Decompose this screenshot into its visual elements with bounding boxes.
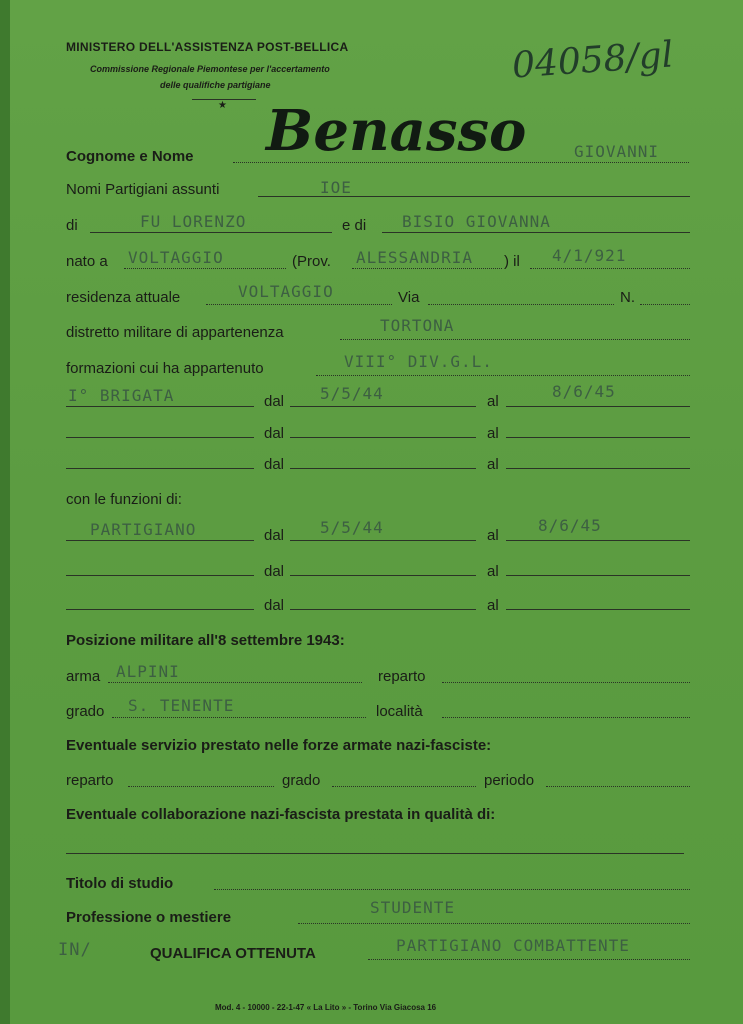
formation-row-3-al: al (487, 456, 499, 473)
prov-line (352, 268, 502, 269)
function-dal-value: 5/5/44 (320, 518, 384, 537)
margin-note: IN/ (58, 940, 92, 960)
mother-line (382, 232, 690, 233)
surname-signature: Benasso (266, 98, 527, 164)
father-line (90, 232, 332, 233)
formations-line (316, 375, 690, 376)
brigade-line (66, 406, 254, 407)
formation-row-2-line (66, 437, 254, 438)
prov-label: (Prov. (292, 253, 331, 270)
surname-name-label: Cognome e Nome (66, 148, 194, 165)
localita-label: località (376, 703, 423, 720)
formation-row-2-dal: dal (264, 425, 285, 442)
function-row-3-al-line (506, 609, 690, 610)
brigade-al-label: al (487, 393, 499, 410)
district-line (340, 339, 690, 340)
brigade-value: I° BRIGATA (68, 386, 175, 405)
arma-label: arma (66, 668, 101, 685)
brigade-al-value: 8/6/45 (552, 382, 616, 401)
profession-value: STUDENTE (370, 898, 456, 917)
function-row-2-dal: dal (264, 563, 285, 580)
via-line (428, 304, 614, 305)
function-row-3-dal: dal (264, 597, 285, 614)
first-name-value: GIOVANNI (574, 142, 660, 161)
function-row-3-al: al (487, 597, 499, 614)
number-line (640, 304, 690, 305)
function-row-2-dal-line (290, 575, 476, 576)
profession-label: Professione o mestiere (66, 909, 232, 926)
ministry-title: MINISTERO DELL'ASSISTENZA POST-BELLICA (66, 40, 349, 54)
function-row-2-al: al (487, 563, 499, 580)
born-value: VOLTAGGIO (128, 248, 224, 267)
collaboration-line (66, 853, 684, 854)
grado-label: grado (66, 703, 105, 720)
function-al-line (506, 540, 690, 541)
nazi-service-title: Eventuale servizio prestato nelle forze armate nazi-fasciste: (66, 737, 492, 754)
formation-row-2-al-line (506, 437, 690, 438)
born-label: nato a (66, 253, 108, 270)
function-al-label: al (487, 527, 499, 544)
father-label: di (66, 217, 78, 234)
function-al-value: 8/6/45 (538, 516, 602, 535)
formation-row-3-al-line (506, 468, 690, 469)
grado-value: S. TENENTE (128, 696, 235, 715)
born-line (124, 268, 286, 269)
file-number: 04058/gl (510, 34, 675, 87)
date-line (530, 268, 690, 269)
nazi-reparto-label: reparto (66, 772, 114, 789)
partisan-names-label: Nomi Partigiani assunti (66, 181, 220, 198)
nazi-grado-line (332, 786, 476, 787)
via-label: Via (398, 289, 420, 306)
residence-label: residenza attuale (66, 289, 181, 306)
reparto-label: reparto (378, 668, 426, 685)
card-left-edge (0, 0, 10, 1024)
function-value: PARTIGIANO (90, 520, 197, 539)
arma-line (108, 682, 362, 683)
periodo-line (546, 786, 690, 787)
star-icon: ★ (218, 100, 227, 111)
brigade-dal-value: 5/5/44 (320, 384, 384, 403)
commission-line-1: Commissione Regionale Piemontese per l'accertamento (90, 64, 330, 74)
number-label: N. (620, 289, 635, 306)
formations-value: VIII° DIV.G.L. (344, 352, 493, 371)
partisan-names-value: IOE (320, 178, 352, 197)
formation-row-2-al: al (487, 425, 499, 442)
function-line (66, 540, 254, 541)
qualifica-line (368, 959, 690, 960)
study-line (214, 889, 690, 890)
district-label: distretto militare di appartenenza (66, 324, 284, 341)
date-label: ) il (504, 253, 520, 270)
function-row-3-line (66, 609, 254, 610)
nazi-reparto-line (128, 786, 274, 787)
function-row-2-al-line (506, 575, 690, 576)
formation-row-2-dal-line (290, 437, 476, 438)
qualifica-label: QUALIFICA OTTENUTA (150, 945, 316, 962)
district-value: TORTONA (380, 316, 455, 335)
brigade-al-line (506, 406, 690, 407)
collaboration-title: Eventuale collaborazione nazi-fascista prestata in qualità di: (66, 806, 496, 823)
function-dal-line (290, 540, 476, 541)
prov-value: ALESSANDRIA (356, 248, 473, 267)
formation-row-3-line (66, 468, 254, 469)
grado-line (112, 717, 366, 718)
date-value: 4/1/921 (552, 246, 627, 265)
formations-label: formazioni cui ha appartenuto (66, 360, 264, 377)
profession-line (298, 923, 690, 924)
functions-label: con le funzioni di: (66, 491, 182, 508)
reparto-line (442, 682, 690, 683)
father-value: FU LORENZO (140, 212, 247, 231)
function-dal-label: dal (264, 527, 285, 544)
nazi-grado-label: grado (282, 772, 321, 789)
commission-line-2: delle qualifiche partigiane (160, 80, 271, 90)
residence-line (206, 304, 392, 305)
residence-value: VOLTAGGIO (238, 282, 334, 301)
military-section-title: Posizione militare all'8 settembre 1943: (66, 632, 345, 649)
periodo-label: periodo (484, 772, 535, 789)
arma-value: ALPINI (116, 662, 180, 681)
study-label: Titolo di studio (66, 875, 174, 892)
qualifica-value: PARTIGIANO COMBATTENTE (396, 936, 630, 955)
mother-value: BISIO GIOVANNA (402, 212, 551, 231)
localita-line (442, 717, 690, 718)
function-row-3-dal-line (290, 609, 476, 610)
brigade-dal-label: dal (264, 393, 285, 410)
brigade-dal-line (290, 406, 476, 407)
formation-row-3-dal: dal (264, 456, 285, 473)
mother-label: e di (342, 217, 367, 234)
function-row-2-line (66, 575, 254, 576)
formation-row-3-dal-line (290, 468, 476, 469)
print-info: Mod. 4 - 10000 - 22-1-47 « La Lito » - Torino Via Giacosa 16 (215, 1003, 437, 1012)
